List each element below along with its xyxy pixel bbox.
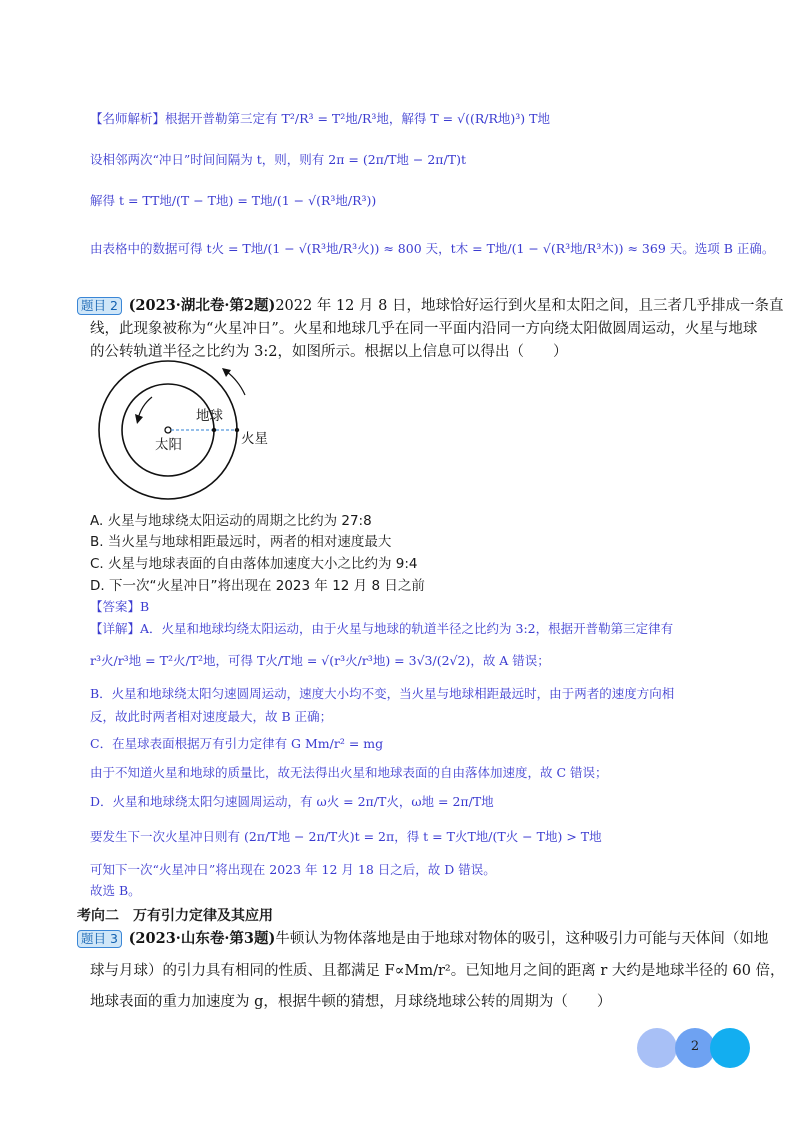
option-d: D. 下一次“火星冲日”将出现在 2023 年 12 月 8 日之前 [90, 578, 425, 594]
detail-line-4: 反，故此时两者相对速度最大，故 B 正确； [90, 709, 333, 724]
orbit-diagram [95, 357, 275, 502]
question3-badge: 题目 3 [77, 930, 122, 948]
section-heading: 考向二 万有引力定律及其应用 [77, 908, 273, 924]
label-mars: 火星 [241, 431, 268, 447]
label-sun: 太阳 [155, 437, 182, 453]
question3-line1-text: 牛顿认为物体落地是由于地球对物体的吸引，这种吸引力可能与天体间（如地 [275, 931, 769, 947]
page-decoration-circle-3 [710, 1028, 750, 1068]
detail-line-1: 【详解】A．火星和地球均绕太阳运动，由于火星与地球的轨道半径之比约为 3:2，根据开普勒第三定律有 [90, 621, 674, 636]
analysis-line-2: 设相邻两次“冲日”时间间隔为 t，则，则有 2π = (2π/T地 − 2π/T)t [90, 152, 466, 167]
answer-line: 【答案】B [90, 599, 150, 614]
page-decoration-circle-1 [637, 1028, 677, 1068]
option-a: A. 火星与地球绕太阳运动的周期之比约为 27:8 [90, 513, 372, 529]
question3-line-2: 球与月球）的引力具有相同的性质、且都满足 F∝Mm/r²。已知地月之间的距离 r 大约是地球半径的 60 倍， [90, 963, 785, 979]
question2-line-1 [77, 297, 783, 315]
question2-line1-text: 2022 年 12 月 8 日，地球恰好运行到火星和太阳之间，且三者几乎排成一条直 [275, 298, 784, 314]
page-number: 2 [690, 1039, 700, 1054]
label-earth: 地球 [196, 408, 223, 424]
detail-line-9: 可知下一次“火星冲日”将出现在 2023 年 12 月 18 日之后，故 D 错误。 [90, 862, 496, 877]
analysis-line-3: 解得 t = TT地/(T − T地) = T地/(1 − √(R³地/R³)) [90, 193, 377, 208]
option-b: B. 当火星与地球相距最远时，两者的相对速度最大 [90, 534, 392, 550]
sun-marker [165, 427, 171, 433]
option-c: C. 火星与地球表面的自由落体加速度大小之比约为 9:4 [90, 556, 418, 572]
mars-direction-arc [226, 371, 245, 395]
detail-line-7: D．火星和地球绕太阳匀速圆周运动，有 ω火 = 2π/T火，ω地 = 2π/T地 [90, 794, 494, 809]
question2-line-3: 的公转轨道半径之比约为 3:2，如图所示。根据以上信息可以得出（ ） [90, 344, 568, 360]
detail-line-8: 要发生下一次火星冲日则有 (2π/T地 − 2π/T火)t = 2π，得 t = T火T地/(T火 − T地) > T地 [90, 829, 602, 844]
analysis-line-1 [90, 110, 550, 128]
mars-marker [235, 428, 239, 432]
question2-source: (2023·湖北卷·第2题) [128, 297, 276, 314]
detail-line-6: 由于不知道火星和地球的质量比，故无法得出火星和地球表面的自由落体加速度，故 C 错误； [90, 765, 608, 780]
analysis-line-4: 由表格中的数据可得 t火 = T地/(1 − √(R³地/R³火)) ≈ 800 天，t木 = T地/(1 − √(R³地/R³木)) ≈ 369 天。选项 B 正确。 [90, 241, 775, 256]
earth-direction-arc [138, 397, 152, 419]
detail-line-10: 故选 B。 [90, 883, 141, 898]
analysis-line1-text: 根据开普勒第三定有 [165, 111, 278, 126]
earth-marker [212, 428, 216, 432]
detail-line-3: B．火星和地球绕太阳匀速圆周运动，速度大小均不变，当火星与地球相距最远时，由于两者的速度方向相 [90, 686, 675, 701]
analysis-tag: 【名师解析】 [90, 111, 166, 126]
question3-line-1 [77, 930, 768, 948]
question3-source: (2023·山东卷·第3题) [128, 930, 276, 947]
question2-line-2: 线，此现象被称为“火星冲日”。火星和地球几乎在同一平面内沿同一方向绕太阳做圆周运动，火星与地球 [90, 321, 758, 337]
detail-line-2: r³火/r³地 = T²火/T²地，可得 T火/T地 = √(r³火/r³地) = 3√3/(2√2)，故 A 错误； [90, 653, 550, 668]
detail-line-5: C．在星球表面根据万有引力定律有 G Mm/r² = mg [90, 736, 384, 751]
question2-badge: 题目 2 [77, 297, 122, 315]
analysis-line1-formula: T²/R³ = T²地/R³地，解得 T = √((R/R地)³) T地 [281, 111, 550, 126]
mars-direction-arrowhead [222, 368, 231, 377]
question3-line-3: 地球表面的重力加速度为 g，根据牛顿的猜想，月球绕地球公转的周期为（ ） [90, 994, 612, 1010]
earth-direction-arrowhead [135, 414, 143, 424]
